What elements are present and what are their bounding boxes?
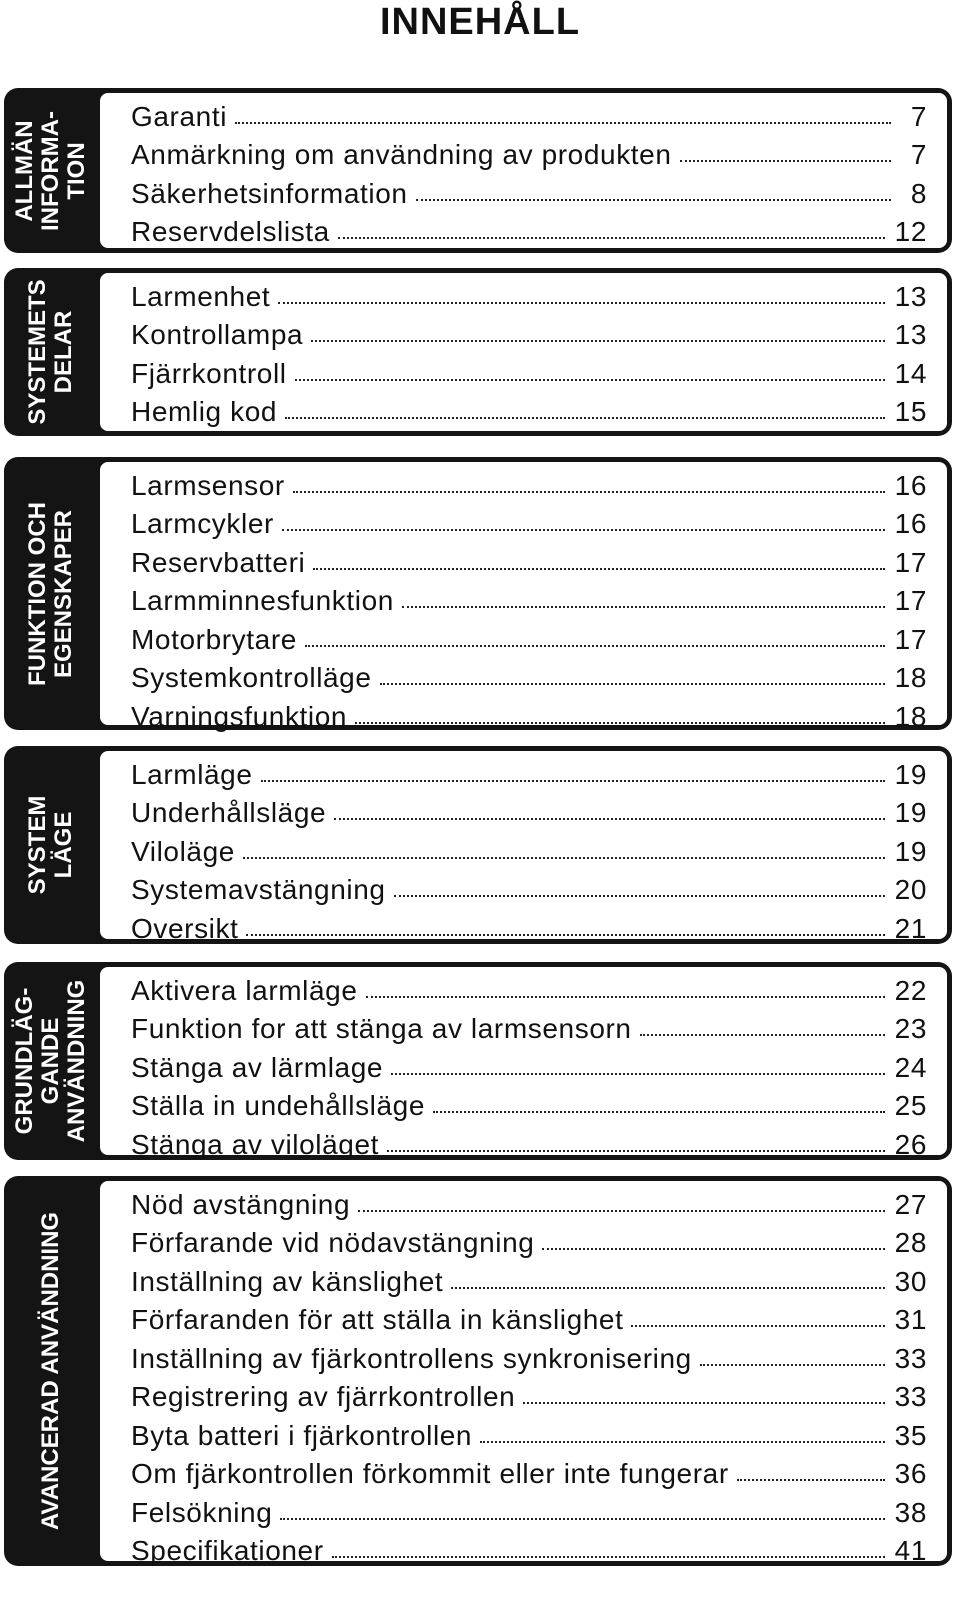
dot-leader: [640, 1034, 885, 1036]
entry-page-number: 24: [894, 1051, 927, 1083]
dot-leader: [737, 1479, 885, 1481]
entry-title: Förfaranden för att ställa in känslighet: [131, 1304, 624, 1335]
dot-leader: [433, 1111, 885, 1113]
entry-page-number: 13: [894, 280, 927, 312]
dot-leader: [380, 683, 885, 685]
entry-title: Fjärrkontroll: [131, 357, 287, 389]
toc-entry[interactable]: [100, 1008, 947, 1047]
entry-title: Funktion for att stänga av larmsensorn: [131, 1013, 632, 1044]
entry-page-number: 17: [894, 546, 927, 578]
entry-page-number: 41: [894, 1535, 927, 1566]
entry-title: Hemlig kod: [131, 396, 278, 427]
toc-entry[interactable]: [100, 1453, 947, 1492]
toc-entry[interactable]: [100, 314, 947, 353]
dot-leader: [394, 895, 885, 897]
dot-leader: [402, 606, 885, 608]
dot-leader: [387, 1150, 885, 1152]
dot-leader: [311, 340, 884, 342]
entry-title: Ställa in undehållsläge: [131, 1090, 426, 1121]
entry-page-number: 16: [894, 508, 927, 539]
entry-title: Oversikt: [131, 912, 239, 944]
entry-title: Systemavstängning: [131, 874, 386, 905]
section-tab: [4, 962, 97, 1160]
entry-page-number: 36: [894, 1458, 927, 1489]
section-tab: [4, 88, 97, 253]
toc-entry[interactable]: [100, 753, 947, 792]
page-title: INNEHÅLL: [379, 1, 581, 43]
entry-page-number: 38: [894, 1496, 927, 1528]
entry-title: Inställning av fjärkontrollens synkronisering: [131, 1342, 692, 1374]
entry-page-number: 22: [894, 974, 927, 1006]
toc-entry[interactable]: [100, 792, 947, 831]
entry-title: Viloläge: [131, 835, 235, 867]
toc-entry[interactable]: [100, 1530, 947, 1569]
dot-leader: [280, 1518, 884, 1520]
toc-entry[interactable]: [100, 1183, 947, 1222]
toc-entry[interactable]: [100, 1123, 947, 1162]
dot-leader: [278, 302, 884, 304]
section-label: GRUNDLÄG- GANDE ANVÄNDNING: [10, 979, 90, 1143]
toc-entry[interactable]: [100, 657, 947, 696]
entry-page-number: 26: [894, 1128, 927, 1160]
dot-leader: [293, 491, 885, 493]
dot-leader: [313, 568, 884, 570]
toc-section: [4, 746, 952, 944]
entry-title: Förfarande vid nödavstängning: [131, 1227, 535, 1258]
toc-entry[interactable]: [100, 211, 947, 250]
toc-entry[interactable]: [100, 695, 947, 734]
dot-leader: [358, 1210, 884, 1212]
dot-leader: [282, 529, 885, 531]
entry-page-number: 7: [910, 139, 927, 170]
dot-leader: [451, 1287, 884, 1289]
dot-leader: [295, 379, 885, 381]
dot-leader: [332, 1556, 885, 1558]
toc-entry[interactable]: [100, 618, 947, 657]
toc-entry[interactable]: [100, 172, 947, 211]
section-tab: [4, 1176, 97, 1566]
dot-leader: [338, 237, 885, 239]
dot-leader: [355, 722, 885, 724]
entry-title: Garanti: [131, 100, 228, 132]
toc-entry[interactable]: [100, 1337, 947, 1376]
entry-title: Larmenhet: [131, 280, 271, 312]
dot-leader: [416, 199, 891, 201]
entry-title: Larmminnesfunktion: [131, 585, 394, 616]
entry-page-number: 18: [894, 662, 927, 693]
section-label: SYSTEM LÄGE: [23, 795, 77, 895]
toc-entry[interactable]: [100, 1376, 947, 1415]
entry-page-number: 19: [894, 758, 927, 790]
entry-page-number: 7: [910, 100, 927, 132]
toc-entry[interactable]: [100, 1046, 947, 1085]
section-label: ALLMÄN INFORMA- TION: [10, 110, 90, 231]
toc-entry[interactable]: [100, 541, 947, 580]
entry-page-number: 17: [894, 585, 927, 616]
toc-entry[interactable]: [100, 1299, 947, 1338]
dot-leader: [480, 1441, 885, 1443]
section-tab: [4, 457, 97, 730]
toc-entry[interactable]: [100, 1222, 947, 1261]
entry-title: Larmcykler: [131, 508, 274, 539]
toc-entry[interactable]: [100, 275, 947, 314]
toc-section: [4, 457, 952, 730]
toc-entry[interactable]: [100, 391, 947, 430]
toc-entry[interactable]: [100, 1414, 947, 1453]
section-tab: [4, 268, 97, 436]
entry-title: Varningsfunktion: [131, 700, 348, 732]
dot-leader: [261, 780, 885, 782]
entry-title: Stänga av viloläget: [131, 1128, 380, 1160]
entry-page-number: 21: [894, 912, 927, 944]
entry-title: Systemkontrolläge: [131, 662, 372, 693]
toc-entry[interactable]: [100, 134, 947, 173]
section-entries: [100, 462, 947, 732]
entry-page-number: 18: [894, 700, 927, 732]
entry-title: Reservdelslista: [131, 216, 330, 247]
section-tab: [4, 746, 97, 944]
entry-title: Underhållsläge: [131, 797, 327, 828]
entry-page-number: 31: [894, 1304, 927, 1335]
toc-section: [4, 268, 952, 436]
toc-entry[interactable]: [100, 464, 947, 503]
toc-entry[interactable]: [100, 580, 947, 619]
entry-page-number: 15: [894, 396, 927, 427]
entry-page-number: 19: [894, 835, 927, 867]
toc-entry[interactable]: [100, 830, 947, 869]
section-label: AVANCERAD ANVÄNDNING: [36, 1211, 64, 1531]
entry-title: Reservbatteri: [131, 546, 306, 578]
entry-title: Larmsensor: [131, 469, 285, 501]
toc-entry[interactable]: [100, 503, 947, 542]
dot-leader: [366, 996, 885, 998]
toc-entry[interactable]: [100, 1491, 947, 1530]
entry-page-number: 20: [894, 874, 927, 905]
entry-title: Inställning av känslighet: [131, 1265, 444, 1297]
toc-entry[interactable]: [100, 869, 947, 908]
dot-leader: [285, 417, 885, 419]
toc-entry[interactable]: [100, 1260, 947, 1299]
dot-leader: [235, 122, 891, 124]
entry-title: Registrering av fjärrkontrollen: [131, 1381, 516, 1412]
entry-title: Larmläge: [131, 758, 253, 790]
entry-page-number: 13: [894, 319, 927, 350]
dot-leader: [391, 1073, 885, 1075]
entry-title: Stänga av lärmlage: [131, 1051, 384, 1083]
entry-title: Aktivera larmläge: [131, 974, 358, 1006]
section-label: FUNKTION OCH EGENSKAPER: [23, 501, 77, 686]
entry-page-number: 16: [894, 469, 927, 501]
entry-page-number: 27: [894, 1188, 927, 1220]
dot-leader: [700, 1364, 885, 1366]
entry-title: Anmärkning om användning av produkten: [131, 139, 672, 170]
toc-entry[interactable]: [100, 1085, 947, 1124]
entry-page-number: 12: [894, 216, 927, 247]
toc-section: [4, 88, 952, 253]
entry-title: Felsökning: [131, 1496, 273, 1528]
dot-leader: [680, 160, 891, 162]
entry-page-number: 33: [894, 1342, 927, 1374]
toc-entry[interactable]: [100, 969, 947, 1008]
dot-leader: [542, 1248, 884, 1250]
section-entries: [100, 1181, 947, 1566]
toc-entry[interactable]: [100, 907, 947, 946]
dot-leader: [246, 934, 884, 936]
entry-page-number: 17: [894, 623, 927, 655]
section-entries: [100, 967, 947, 1160]
toc-section: [4, 1176, 952, 1566]
entry-title: Nöd avstängning: [131, 1188, 351, 1220]
entry-title: Byta batteri i fjärkontrollen: [131, 1419, 473, 1451]
section-label: SYSTEMETS DELAR: [23, 279, 77, 425]
entry-page-number: 33: [894, 1381, 927, 1412]
dot-leader: [243, 857, 885, 859]
entry-page-number: 23: [894, 1013, 927, 1044]
section-entries: [100, 273, 947, 431]
dot-leader: [334, 818, 884, 820]
section-entries: [100, 751, 947, 944]
toc-entry[interactable]: [100, 95, 947, 134]
entry-page-number: 19: [894, 797, 927, 828]
toc-section: [4, 962, 952, 1160]
entry-page-number: 28: [894, 1227, 927, 1258]
dot-leader: [523, 1402, 884, 1404]
entry-page-number: 14: [894, 357, 927, 389]
entry-title: Motorbrytare: [131, 623, 297, 655]
toc-entry[interactable]: [100, 352, 947, 391]
entry-title: Kontrollampa: [131, 319, 304, 350]
entry-title: Om fjärkontrollen förkommit eller inte fungerar: [131, 1458, 729, 1489]
entry-page-number: 8: [910, 177, 927, 209]
section-entries: [100, 93, 947, 248]
entry-page-number: 30: [894, 1265, 927, 1297]
entry-title: Specifikationer: [131, 1535, 324, 1566]
dot-leader: [305, 645, 885, 647]
dot-leader: [631, 1325, 884, 1327]
entry-title: Säkerhetsinformation: [131, 177, 408, 209]
entry-page-number: 35: [894, 1419, 927, 1451]
entry-page-number: 25: [894, 1090, 927, 1121]
